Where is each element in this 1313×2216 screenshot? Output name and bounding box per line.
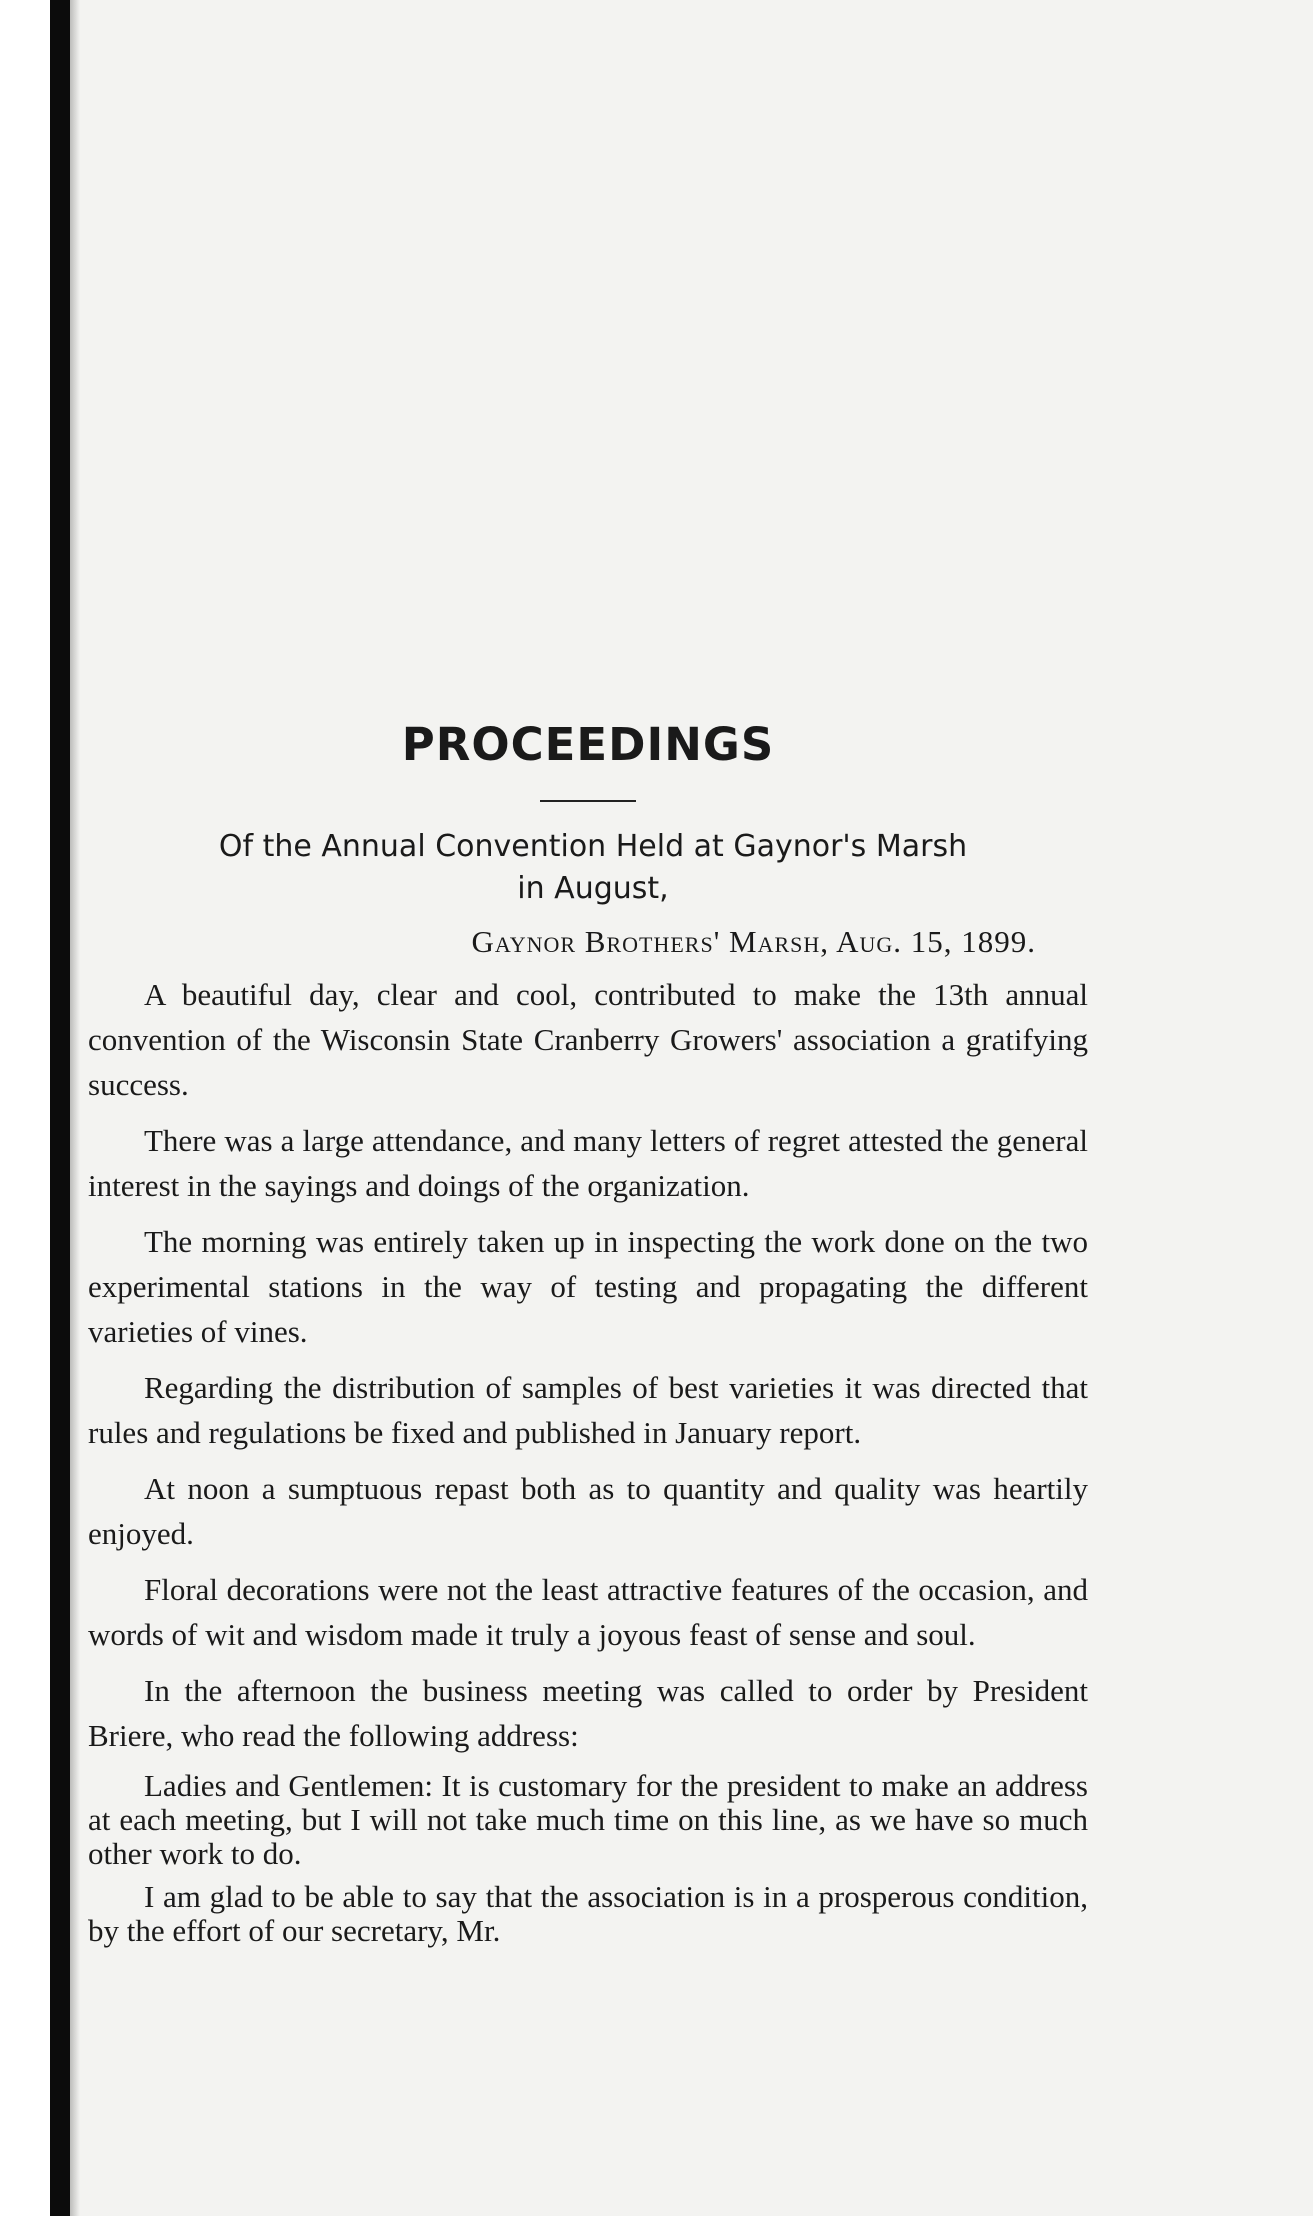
paragraph-8: Ladies and Gentlemen: It is customary for the president to make an address at each meeting, but I will not take much time on this line, as we have so much other work to do. <box>88 1768 1088 1871</box>
paragraph-4: Regarding the distribution of samples of best varieties it was directed that rules and regulations be fixed and published in January report. <box>88 1370 1088 1450</box>
page-subtitle <box>88 826 1098 910</box>
paragraph-7: In the afternoon the business meeting was called to order by President Briere, who read the following address: <box>88 1673 1088 1753</box>
binding-gradient <box>70 0 80 2216</box>
paragraph-2: There was a large attendance, and many letters of regret attested the general interest in the sayings and doings of the organization. <box>88 1123 1088 1203</box>
dateline: Gaynor Brothers' Marsh, Aug. 15, 1899. <box>471 924 1036 959</box>
subtitle-line-1: Of the Annual Convention Held at Gaynor's Marsh <box>218 829 968 864</box>
binding-edge <box>0 0 50 2216</box>
page-title: PROCEEDINGS <box>401 718 775 771</box>
document-page <box>88 0 1088 2216</box>
paragraph-9: I am glad to be able to say that the association is in a prosperous condition, by the effort of our secretary, Mr. <box>88 1879 1088 1948</box>
paragraph-6: Floral decorations were not the least attractive features of the occasion, and words of wit and wisdom made it truly a joyous feast of sense and soul. <box>88 1572 1088 1652</box>
paragraph-5: At noon a sumptuous repast both as to quantity and quality was heartily enjoyed. <box>88 1471 1088 1551</box>
binding-shadow-bar <box>50 0 70 2216</box>
paragraph-3: The morning was entirely taken up in inspecting the work done on the two experimental stations in the way of testing and propagating the different varieties of vines. <box>88 1224 1088 1349</box>
subtitle-line-2: in August, <box>517 871 669 906</box>
title-divider <box>540 800 636 802</box>
paragraph-1: A beautiful day, clear and cool, contributed to make the 13th annual convention of the Wisconsin State Cranberry Growers' association a gratifying success. <box>88 977 1088 1102</box>
body-text <box>88 972 1088 1957</box>
